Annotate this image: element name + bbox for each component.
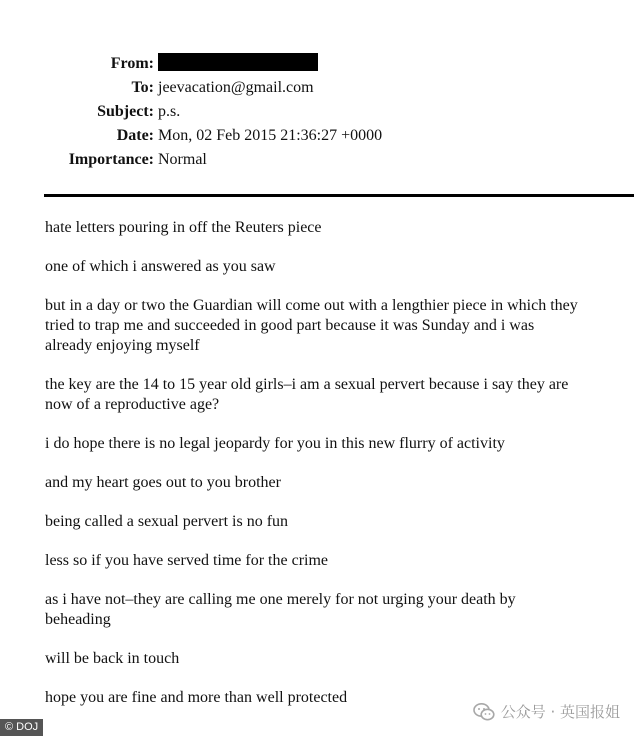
email-body — [45, 218, 585, 727]
to-value: jeevacation@gmail.com — [158, 79, 314, 96]
body-paragraph: being called a sexual pervert is no fun — [45, 513, 289, 530]
body-paragraph: but in a day or two the Guardian will come out with a lengthier piece in which they tried to trap me and succeeded in good part because it was Sunday and i was already enjoying myself — [45, 297, 578, 354]
body-paragraph: hope you are fine and more than well protected — [45, 689, 348, 706]
date-row — [0, 124, 634, 148]
subject-label: Subject: — [97, 103, 154, 120]
email-header — [0, 52, 634, 172]
date-value: Mon, 02 Feb 2015 21:36:27 +0000 — [158, 127, 383, 144]
watermark — [473, 701, 620, 722]
body-paragraph: less so if you have served time for the crime — [45, 552, 329, 569]
to-row — [0, 76, 634, 100]
to-label: To: — [131, 79, 154, 96]
importance-value: Normal — [158, 151, 207, 168]
header-divider — [44, 194, 634, 197]
image-credit: © DOJ — [0, 719, 43, 736]
body-paragraph: i do hope there is no legal jeopardy for you in this new flurry of activity — [45, 435, 505, 452]
subject-row — [0, 100, 634, 124]
redaction-bar — [158, 53, 318, 71]
wechat-icon — [473, 702, 495, 722]
body-paragraph: as i have not–they are calling me one merely for not urging your death by beheading — [45, 591, 516, 628]
body-paragraph: will be back in touch — [45, 650, 180, 667]
body-paragraph: the key are the 14 to 15 year old girls–i am a sexual pervert because i say they are now of a reproductive age? — [45, 376, 569, 413]
subject-value: p.s. — [158, 103, 181, 120]
body-paragraph: one of which i answered as you saw — [45, 258, 276, 275]
body-paragraph: hate letters pouring in off the Reuters piece — [45, 219, 322, 236]
from-label: From: — [110, 55, 154, 72]
from-value-redacted — [158, 52, 318, 76]
date-label: Date: — [116, 127, 154, 144]
watermark-text: 公众号 · 英国报姐 — [500, 703, 620, 721]
body-paragraph: and my heart goes out to you brother — [45, 474, 281, 491]
importance-row — [0, 148, 634, 172]
from-row — [0, 52, 634, 76]
importance-label: Importance: — [68, 151, 154, 168]
